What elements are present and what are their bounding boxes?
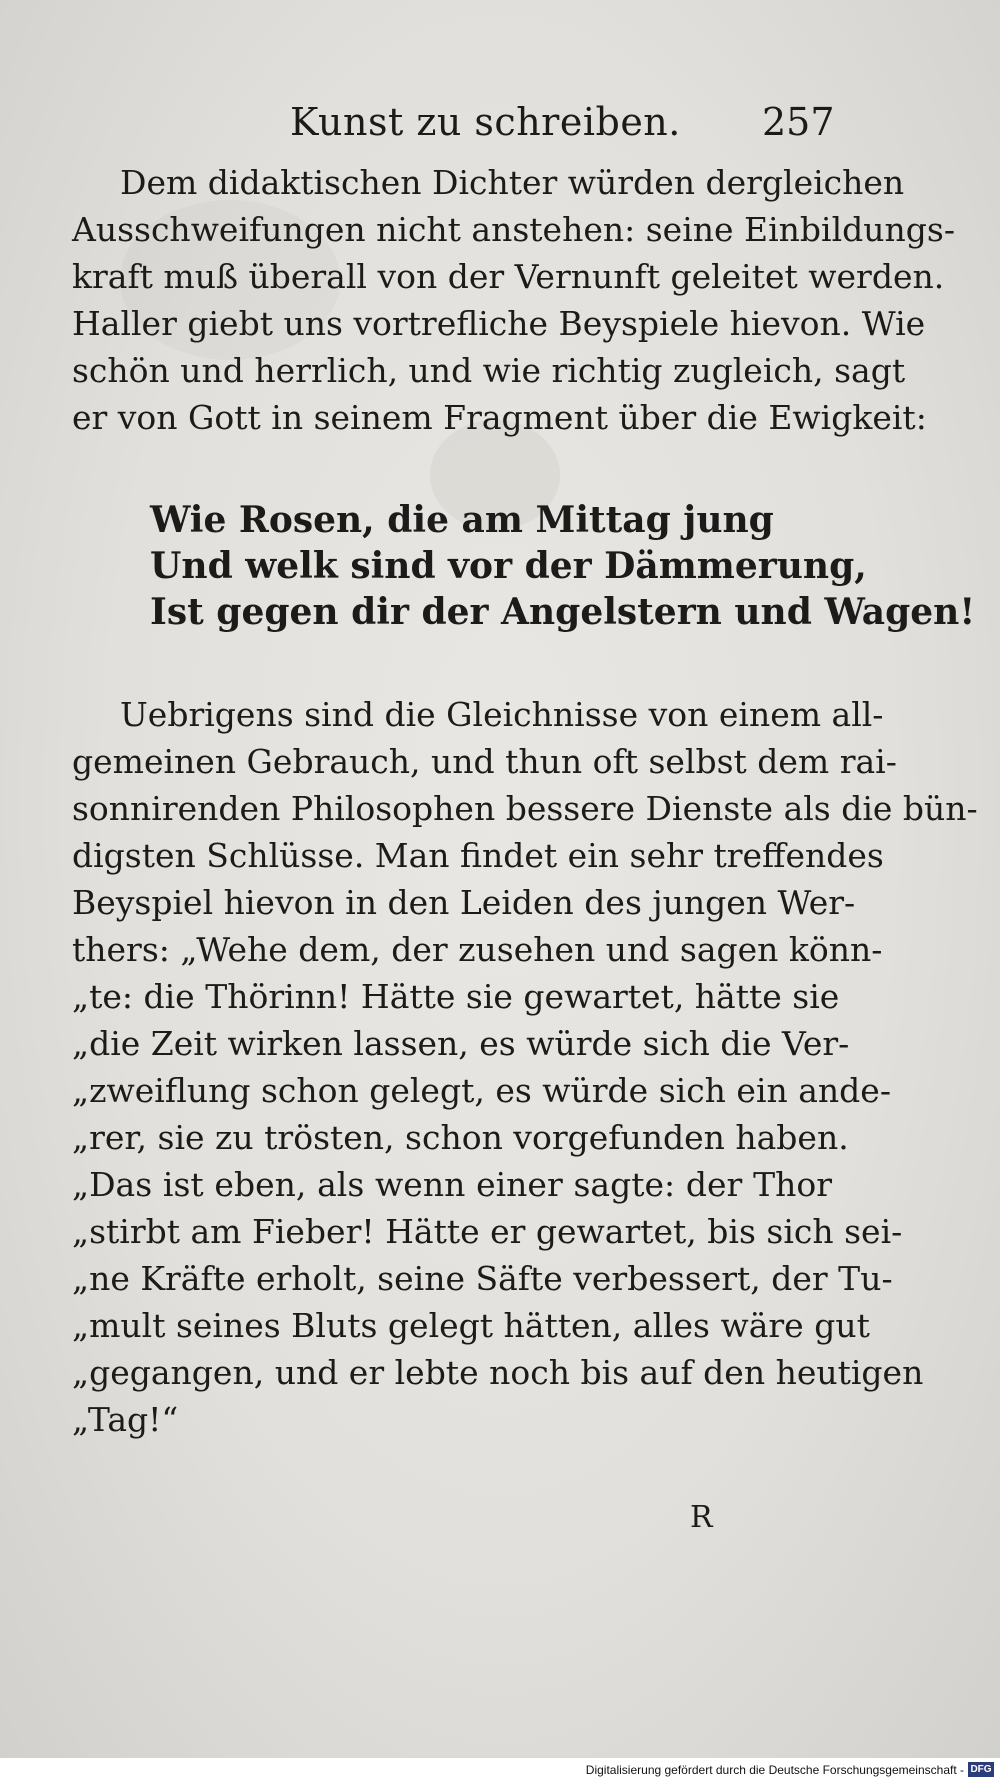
text-line: Beyspiel hievon in den Leiden des jungen Wer- <box>72 883 856 922</box>
running-head: Kunst zu schreiben. <box>290 100 681 144</box>
text-line: „rer, sie zu trösten, schon vorgefunden haben. <box>72 1118 849 1157</box>
verse-line: Ist gegen dir der Angelstern und Wagen! <box>150 591 976 633</box>
page-number: 257 <box>762 100 835 144</box>
text-line: „Tag!“ <box>72 1400 179 1439</box>
text-line: sonnirenden Philosophen bessere Dienste als die bün- <box>72 789 978 828</box>
text-line: thers: „Wehe dem, der zusehen und sagen könn- <box>72 930 883 969</box>
text-line: „Das ist eben, als wenn einer sagte: der Thor <box>72 1165 832 1204</box>
text-line: digsten Schlüsse. Man findet ein sehr treffendes <box>72 836 884 875</box>
dfg-logo: DFG <box>968 1762 994 1777</box>
verse-line: Wie Rosen, die am Mittag jung <box>150 499 774 541</box>
footer-credit: Digitalisierung gefördert durch die Deutsche Forschungsgemeinschaft - <box>585 1763 964 1777</box>
catchword: R <box>690 1500 713 1535</box>
text-line: Haller giebt uns vortrefliche Beyspiele hievon. Wie <box>72 304 926 343</box>
text-line: „ne Kräfte erholt, seine Säfte verbessert, der Tu- <box>72 1259 893 1298</box>
text-line: „zweiflung schon gelegt, es würde sich ein ande- <box>72 1071 891 1110</box>
text-line: „stirbt am Fieber! Hätte er gewartet, bis sich sei- <box>72 1212 903 1251</box>
text-line: Dem didaktischen Dichter würden dergleichen <box>120 163 905 202</box>
text-line: „gegangen, und er lebte noch bis auf den heutigen <box>72 1353 924 1392</box>
verse-line: Und welk sind vor der Dämmerung, <box>150 545 867 587</box>
page-header <box>0 92 1000 152</box>
text-line: er von Gott in seinem Fragment über die Ewigkeit: <box>72 398 927 437</box>
text-line: Ausschweifungen nicht anstehen: seine Einbildungs- <box>72 210 955 249</box>
text-line: Uebrigens sind die Gleichnisse von einem all- <box>120 695 884 734</box>
text-line: schön und herrlich, und wie richtig zugleich, sagt <box>72 351 906 390</box>
text-line: „te: die Thörinn! Hätte sie gewartet, hätte sie <box>72 977 840 1016</box>
text-line: gemeinen Gebrauch, und thun oft selbst dem rai- <box>72 742 897 781</box>
digitization-footer <box>0 1758 1000 1780</box>
text-line: „mult seines Bluts gelegt hätten, alles wäre gut <box>72 1306 870 1345</box>
text-line: „die Zeit wirken lassen, es würde sich die Ver- <box>72 1024 850 1063</box>
text-line: kraft muß überall von der Vernunft geleitet werden. <box>72 257 945 296</box>
